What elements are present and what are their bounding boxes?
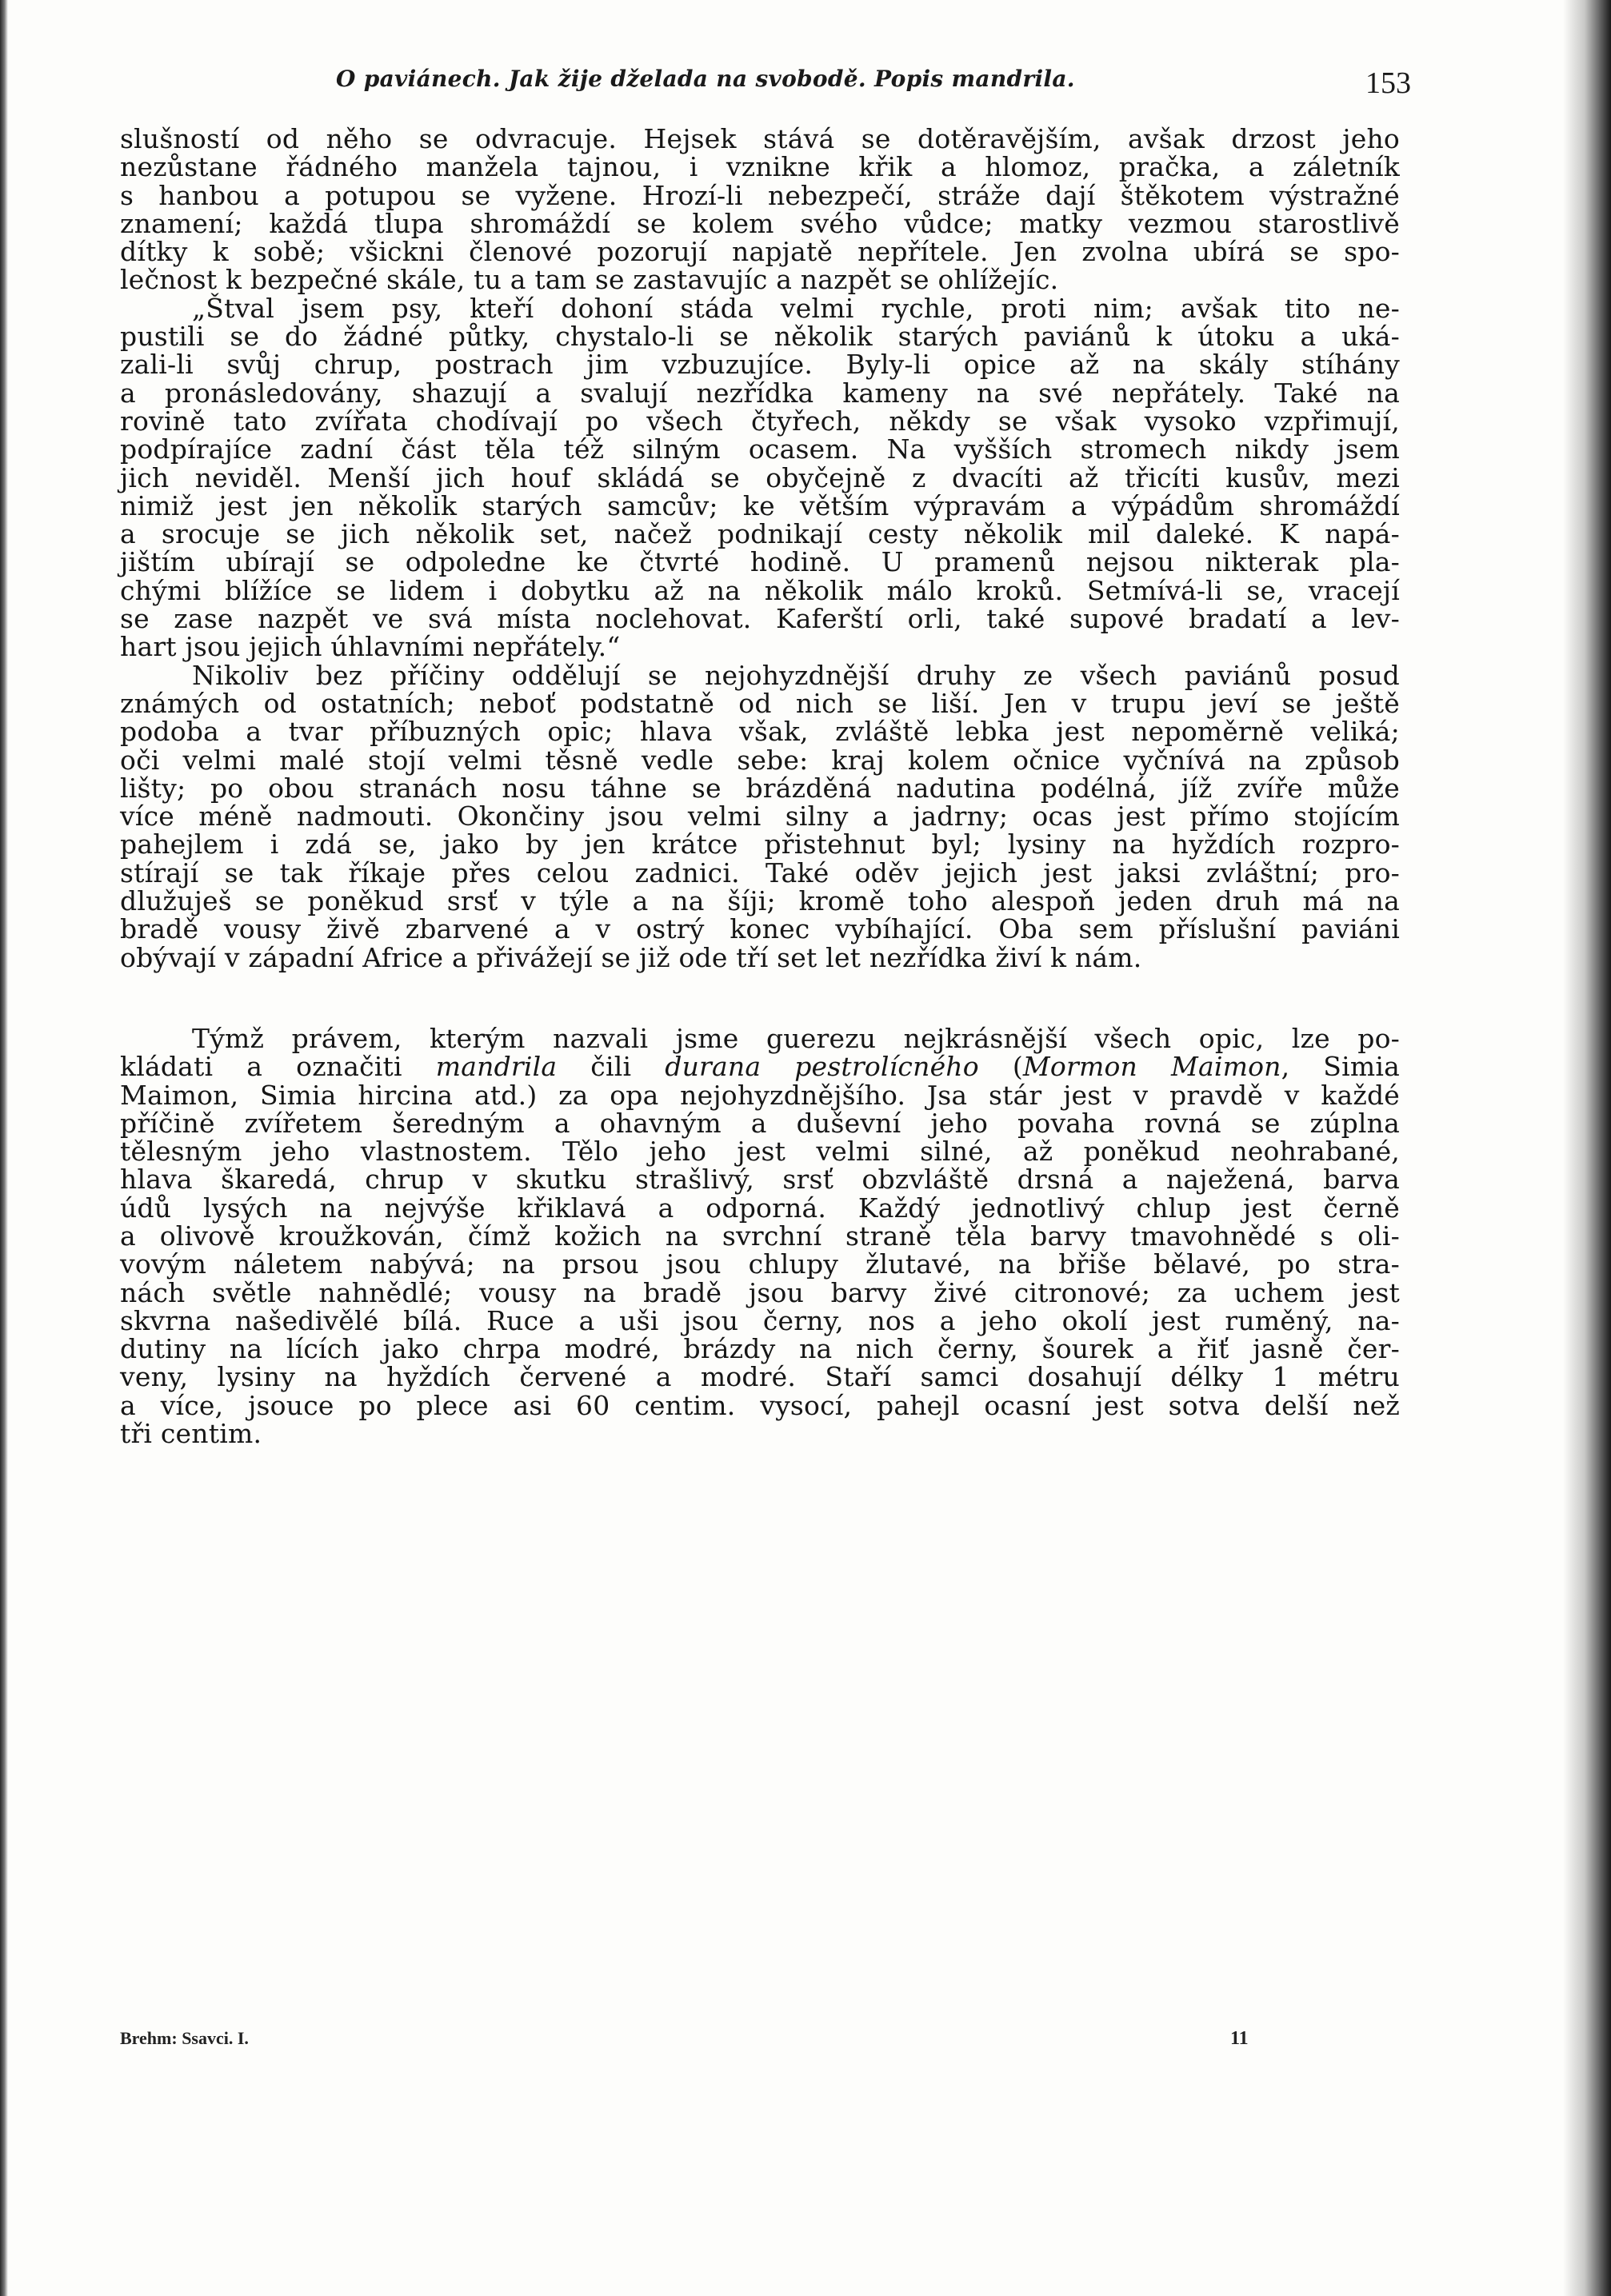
text-line: nách světle nahnědlé; vousy na bradě jsou barvy živé citronové; za uchem jest bbox=[120, 1276, 1400, 1308]
text-line: s hanbou a potupou se vyžene. Hrozí-li nebezpečí, stráže dají štěkotem výstražné bbox=[120, 179, 1400, 211]
text-line: chými blížíce se lidem i dobytku až na několik málo kroků. Setmívá-li se, vracejí bbox=[120, 574, 1400, 606]
text-line: skvrna našedivělé bílá. Ruce a uši jsou černy, nos a jeho okolí jest ruměný, na- bbox=[120, 1304, 1400, 1336]
text-line: dlužuješ se poněkud srsť v týle a na šíji; kromě toho alespoň jeden druh má na bbox=[120, 885, 1400, 917]
sheet-number: 11 bbox=[1230, 2028, 1249, 2049]
text-run: ( bbox=[978, 1051, 1023, 1083]
text-line: jich neviděl. Menší jich houf skládá se obyčejně z dvacíti až třicíti kusův, mezi bbox=[120, 461, 1400, 493]
text-line: hlava škaredá, chrup v skutku strašlivý, srsť obzvláště drsná a naježená, barva bbox=[120, 1164, 1400, 1196]
text-line: jištím ubírají se odpoledne ke čtvrté hodině. U pramenů nejsou nikterak pla- bbox=[120, 546, 1400, 578]
text-line: veny, lysiny na hyždích červené a modré. Staří samci dosahují délky 1 métru bbox=[120, 1361, 1400, 1393]
text-line: rovině tato zvířata chodívají po všech čtyřech, někdy se však vysoko vzpřimují, bbox=[120, 405, 1400, 437]
text-line: a olivově kroužkován, čímž kožich na svrchní straně těla barvy tmavohnědé s oli- bbox=[120, 1220, 1400, 1252]
text-line: podpírajíce zadní část těla též silným ocasem. Na vyšších stromech nikdy jsem bbox=[120, 433, 1400, 465]
text-line: oči velmi malé stojí velmi těsně vedle sebe: kraj kolem očnice vyčnívá na způsob bbox=[120, 744, 1400, 776]
book-page bbox=[120, 0, 1411, 2296]
text-line: lišty; po obou stranách nosu táhne se brázděná nadutina podélná, jíž zvíře může bbox=[120, 772, 1400, 804]
text-run-italic: mandrila bbox=[435, 1051, 558, 1083]
text-line: lečnost k bezpečné skále, tu a tam se zastavujíc a nazpět se ohlížejíc. bbox=[120, 264, 1059, 296]
text-line: slušností od něho se odvracuje. Hejsek stává se dotěravějším, avšak drzost jeho bbox=[120, 123, 1400, 154]
footer bbox=[120, 2028, 1400, 2060]
running-title: O paviánech. Jak žije dželada na svobodě. Popis mandrila. bbox=[336, 66, 1075, 92]
text-line: tři centim. bbox=[120, 1418, 262, 1450]
text-run: , Simia bbox=[1281, 1051, 1400, 1083]
text-line: a srocuje se jich několik set, načež podnikají cesty několik mil daleké. K napá- bbox=[120, 518, 1400, 550]
text-line: pahejlem i zdá se, jako by jen krátce přistehnut byl; lysiny na hyždích rozpro- bbox=[120, 829, 1400, 861]
text-line: hart jsou jejich úhlavními nepřátely.“ bbox=[120, 631, 621, 663]
running-head bbox=[120, 66, 1411, 106]
text-line-mixed bbox=[120, 1051, 1400, 1083]
signature-mark: Brehm: Ssavci. I. bbox=[120, 2028, 249, 2048]
text-run: kládati a označiti bbox=[120, 1051, 436, 1083]
text-run-italic: Mormon Maimon bbox=[1022, 1051, 1281, 1083]
scan-edge-left bbox=[0, 0, 8, 2296]
text-line: Maimon, Simia hircina atd.) za opa nejohyzdnějšího. Jsa stár jest v pravdě v každé bbox=[120, 1079, 1400, 1111]
text-line: nimiž jest jen několik starých samcův; ke větším výpravám a výpádům shromáždí bbox=[120, 489, 1400, 521]
text-line: Nikoliv bez příčiny oddělují se nejohyzdnější druhy ze všech paviánů posud bbox=[192, 659, 1400, 691]
text-line: stírají se tak říkaje přes celou zadnici. Také oděv jejich jest jaksi zvláštní; pro- bbox=[120, 857, 1400, 888]
text-line: příčině zvířetem šeredným a ohavným a duševní jeho povaha rovná se zúplna bbox=[120, 1107, 1400, 1139]
text-line: „Štval jsem psy, kteří dohoní stáda velmi rychle, proti nim; avšak tito ne- bbox=[192, 292, 1400, 324]
text-line: Týmž právem, kterým nazvali jsme guerezu nejkrásnější všech opic, lze po- bbox=[192, 1022, 1400, 1054]
text-line: pustili se do žádné půtky, chystalo-li se několik starých paviánů k útoku a uká- bbox=[120, 321, 1400, 353]
text-line: znamení; každá tlupa shromáždí se kolem svého vůdce; matky vezmou starostlivě bbox=[120, 207, 1400, 239]
text-line: tělesným jeho vlastnostem. Tělo jeho jest velmi silné, až poněkud neohrabané, bbox=[120, 1136, 1400, 1168]
text-line: více méně nadmouti. Okončiny jsou velmi silny a jadrny; ocas jest přímo stojícím bbox=[120, 801, 1400, 833]
text-line: obývají v západní Africe a přivážejí se již ode tří set let nezřídka živí k nám. bbox=[120, 941, 1142, 973]
text-line: známých od ostatních; neboť podstatně od nich se liší. Jen v trupu jeví se ještě bbox=[120, 687, 1400, 719]
text-run-italic: durana pestrolícného bbox=[665, 1051, 979, 1083]
section-gap bbox=[120, 972, 1400, 1024]
text-line: údů lysých na nejvýše křiklavá a odporná. Každý jednotlivý chlup jest černě bbox=[120, 1192, 1400, 1224]
text-line: nezůstane řádného manžela tajnou, i vznikne křik a hlomoz, pračka, a záletník bbox=[120, 151, 1400, 183]
text-run: čili bbox=[557, 1051, 666, 1083]
scan-edge-right bbox=[1563, 0, 1611, 2296]
text-line: bradě vousy živě zbarvené a v ostrý konec vybíhající. Oba sem příslušní paviáni bbox=[120, 913, 1400, 945]
text-line: a více, jsouce po plece asi 60 centim. vysocí, pahejl ocasní jest sotva delší než bbox=[120, 1389, 1400, 1421]
body-text bbox=[120, 123, 1400, 1450]
text-line: zali-li svůj chrup, postrach jim vzbuzujíce. Byly-li opice až na skály stíhány bbox=[120, 349, 1400, 381]
text-line: dutiny na lících jako chrpa modré, brázdy na nich černy, šourek a řiť jasně čer- bbox=[120, 1333, 1400, 1365]
text-line: dítky k sobě; všickni členové pozorují napjatě nepřítele. Jen zvolna ubírá se spo- bbox=[120, 236, 1400, 268]
text-line: podoba a tvar příbuzných opic; hlava však, zvláště lebka jest nepoměrně veliká; bbox=[120, 716, 1400, 748]
text-line: a pronásledovány, shazují a svalují nezřídka kameny na své nepřátely. Také na bbox=[120, 377, 1400, 409]
text-line: se zase nazpět ve svá místa noclehovat. Kaferští orli, také supové bradatí a lev- bbox=[120, 603, 1400, 635]
page-number: 153 bbox=[1365, 66, 1411, 100]
text-line: vovým náletem nabývá; na prsou jsou chlupy žlutavé, na břiše bělavé, po stra- bbox=[120, 1248, 1400, 1280]
